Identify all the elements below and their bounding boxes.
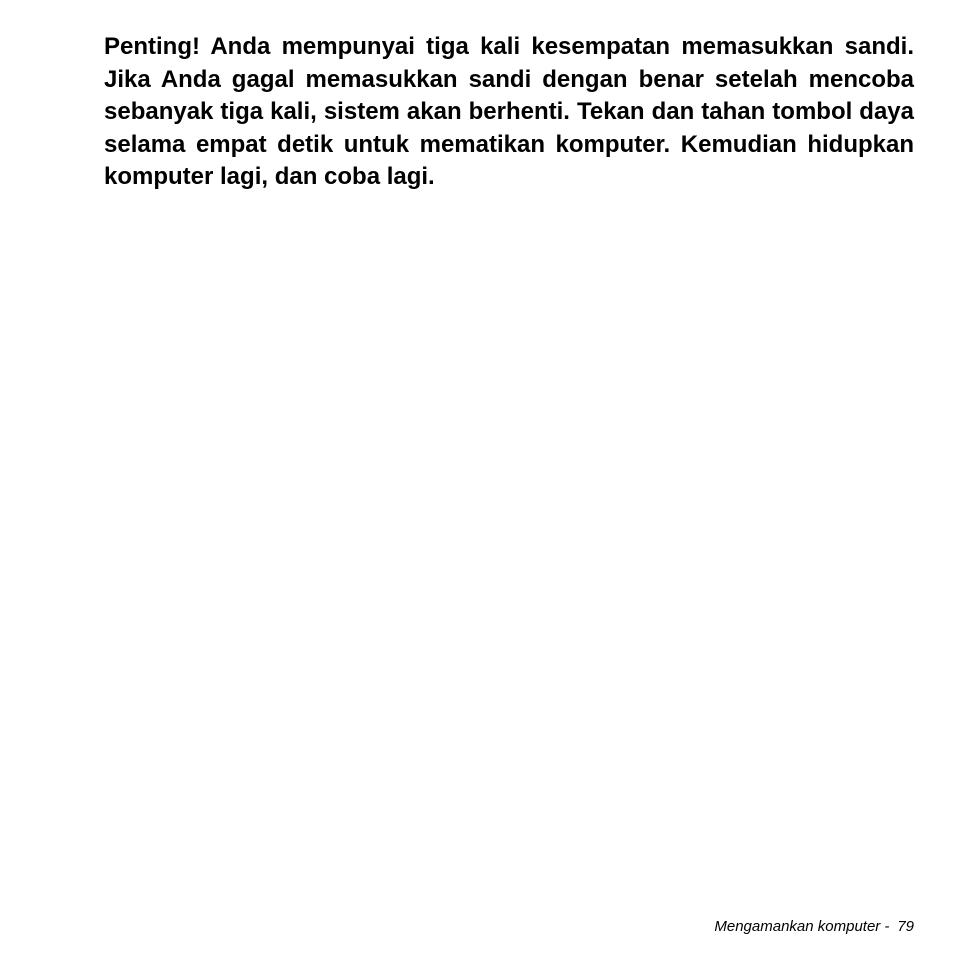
footer-section-title: Mengamankan komputer (714, 918, 881, 935)
footer-separator: - (884, 918, 890, 935)
important-note: Penting! Anda mempunyai tiga kali kesempatan memasukkan sandi. Jika Anda gagal memasukkan sandi dengan benar setelah mencoba sebanyak tiga kali, sistem akan berhenti. Tekan dan tahan tombol daya selama empat detik untuk mematikan komputer. Kemudian hidupkan komputer lagi, dan coba lagi. (104, 33, 914, 190)
page-number: 79 (897, 918, 914, 935)
page-footer (714, 917, 914, 937)
